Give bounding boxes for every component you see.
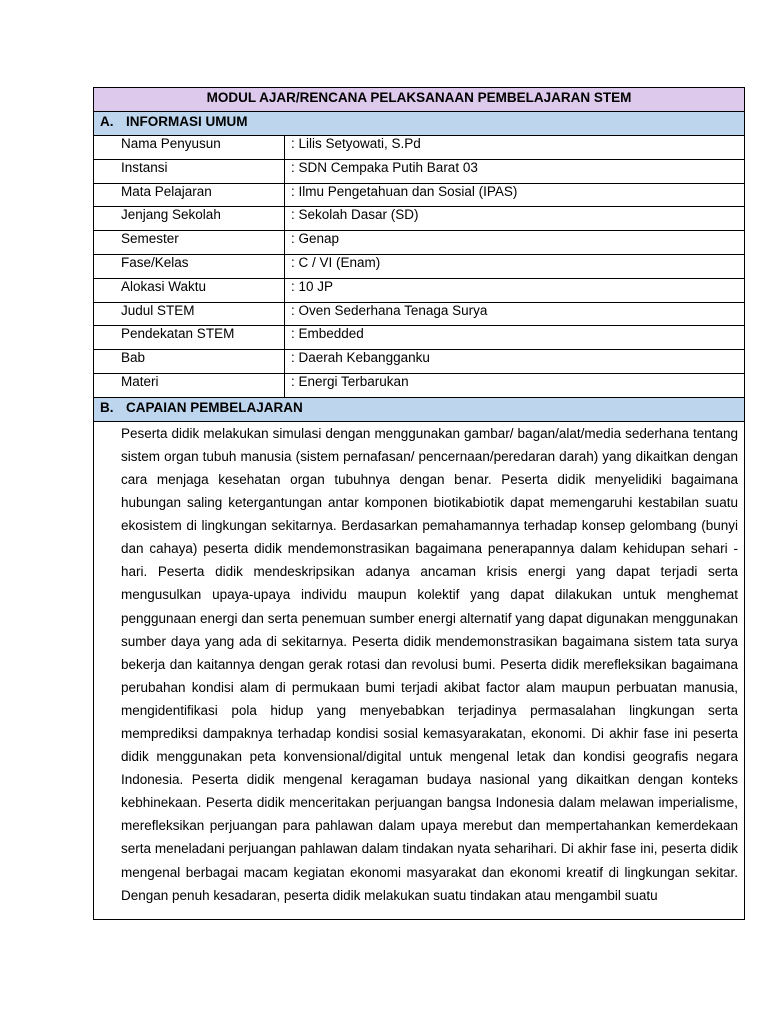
info-value: : Lilis Setyowati, S.Pd xyxy=(291,136,421,151)
info-row-instansi xyxy=(94,159,745,183)
info-value: : 10 JP xyxy=(291,278,334,294)
info-row-judul-stem xyxy=(94,302,745,326)
document-table xyxy=(93,87,745,920)
info-value: : Embedded xyxy=(291,326,364,342)
info-value: : Ilmu Pengetahuan dan Sosial (IPAS) xyxy=(291,183,518,199)
section-a-heading: INFORMASI UMUM xyxy=(126,114,248,129)
info-value: : C / VI (Enam) xyxy=(291,254,381,270)
info-label: Mata Pelajaran xyxy=(121,183,212,199)
section-b-heading: CAPAIAN PEMBELAJARAN xyxy=(126,399,303,415)
info-label: Bab xyxy=(121,350,146,366)
capaian-paragraph: Peserta didik melakukan simulasi dengan menggunakan gambar/ bagan/alat/media sederhana tentang sistem organ tubuh manusia (sistem pernafasan/ pencernaan/peredaran darah) yang dikaitkan dengan cara menjaga kesehatan organ tubuhnya dengan benar. Peserta didik menyelidiki bagaimana hubungan saling ketergantungan antar komponen biotikabiotik dapat memengaruhi kestabilan suatu ekosistem di lingkungan sekitarnya. Berdasarkan pemahamannya terhadap konsep gelombang (bunyi dan cahaya) peserta didik mendemonstrasikan bagaimana penerapannya dalam kehidupan sehari - hari. Peserta didik mendeskripsikan adanya ancaman krisis energi yang dapat terjadi serta mengusulkan upaya-upaya individu maupun kolektif yang dapat dilakukan untuk menghemat penggunaan energi dan serta penemuan sumber energi alternatif yang dapat digunakan menggunakan sumber daya yang ada di sekitarnya. Peserta didik mendemonstrasikan bagaimana sistem tata surya bekerja dan kaitannya dengan gerak rotasi dan revolusi bumi. Peserta didik merefleksikan bagaimana perubahan kondisi alam di permukaan bumi terjadi akibat factor alam maupun perbuatan manusia, mengidentifikasi pola hidup yang menyebabkan terjadinya permasalahan lingkungan serta memprediksi dampaknya terhadap kondisi sosial kemasyarakatan, ekonomi. Di akhir fase ini peserta didik menggunakan peta konvensional/digital untuk mengenal letak dan kondisi geografis negara Indonesia. Peserta didik mengenal keragaman budaya nasional yang dikaitkan dengan konteks kebhinekaan. Peserta didik menceritakan perjuangan bangsa Indonesia dalam melawan imperialisme, merefleksikan perjuangan para pahlawan dalam upaya merebut dan mempertahankan kemerdekaan serta meneladani perjuangan pahlawan dalam tindakan nyata seharihari. Di akhir fase ini, peserta didik mengenal berbagai macam kegiatan ekonomi masyarakat dan ekonomi kreatif di lingkungan sekitar. Dengan penuh kesadaran, peserta didik melakukan suatu tindakan atau mengambil suatu xyxy=(121,425,738,903)
info-row-fase-kelas xyxy=(94,254,745,278)
info-row-materi xyxy=(94,373,745,397)
info-label: Materi xyxy=(121,373,159,389)
document-title: MODUL AJAR/RENCANA PELAKSANAAN PEMBELAJARAN STEM xyxy=(94,88,745,112)
title-row xyxy=(94,88,745,112)
info-row-bab xyxy=(94,350,745,374)
section-a-letter: A. xyxy=(100,114,114,129)
section-b-header xyxy=(94,397,745,421)
info-row-mata-pelajaran xyxy=(94,183,745,207)
info-row-alokasi-waktu xyxy=(94,278,745,302)
section-b-letter: B. xyxy=(100,399,114,415)
info-row-jenjang-sekolah xyxy=(94,207,745,231)
section-a-header xyxy=(94,112,745,136)
info-row-semester xyxy=(94,231,745,255)
info-label: Instansi xyxy=(121,159,168,175)
info-label: Alokasi Waktu xyxy=(121,278,207,294)
info-row-pendekatan-stem xyxy=(94,326,745,350)
info-value: : SDN Cempaka Putih Barat 03 xyxy=(291,159,478,175)
info-row-nama-penyusun xyxy=(94,136,745,160)
info-value: : Sekolah Dasar (SD) xyxy=(291,207,419,223)
info-label: Pendekatan STEM xyxy=(121,326,235,342)
info-label: Jenjang Sekolah xyxy=(121,207,221,223)
info-label: Nama Penyusun xyxy=(121,136,221,151)
capaian-row xyxy=(94,421,745,919)
info-value: : Energi Terbarukan xyxy=(291,373,409,389)
info-label: Semester xyxy=(121,231,179,247)
info-value: : Oven Sederhana Tenaga Surya xyxy=(291,302,488,318)
info-label: Fase/Kelas xyxy=(121,254,189,270)
info-value: : Daerah Kebangganku xyxy=(291,350,430,366)
info-value: : Genap xyxy=(291,231,340,247)
info-label: Judul STEM xyxy=(121,302,195,318)
